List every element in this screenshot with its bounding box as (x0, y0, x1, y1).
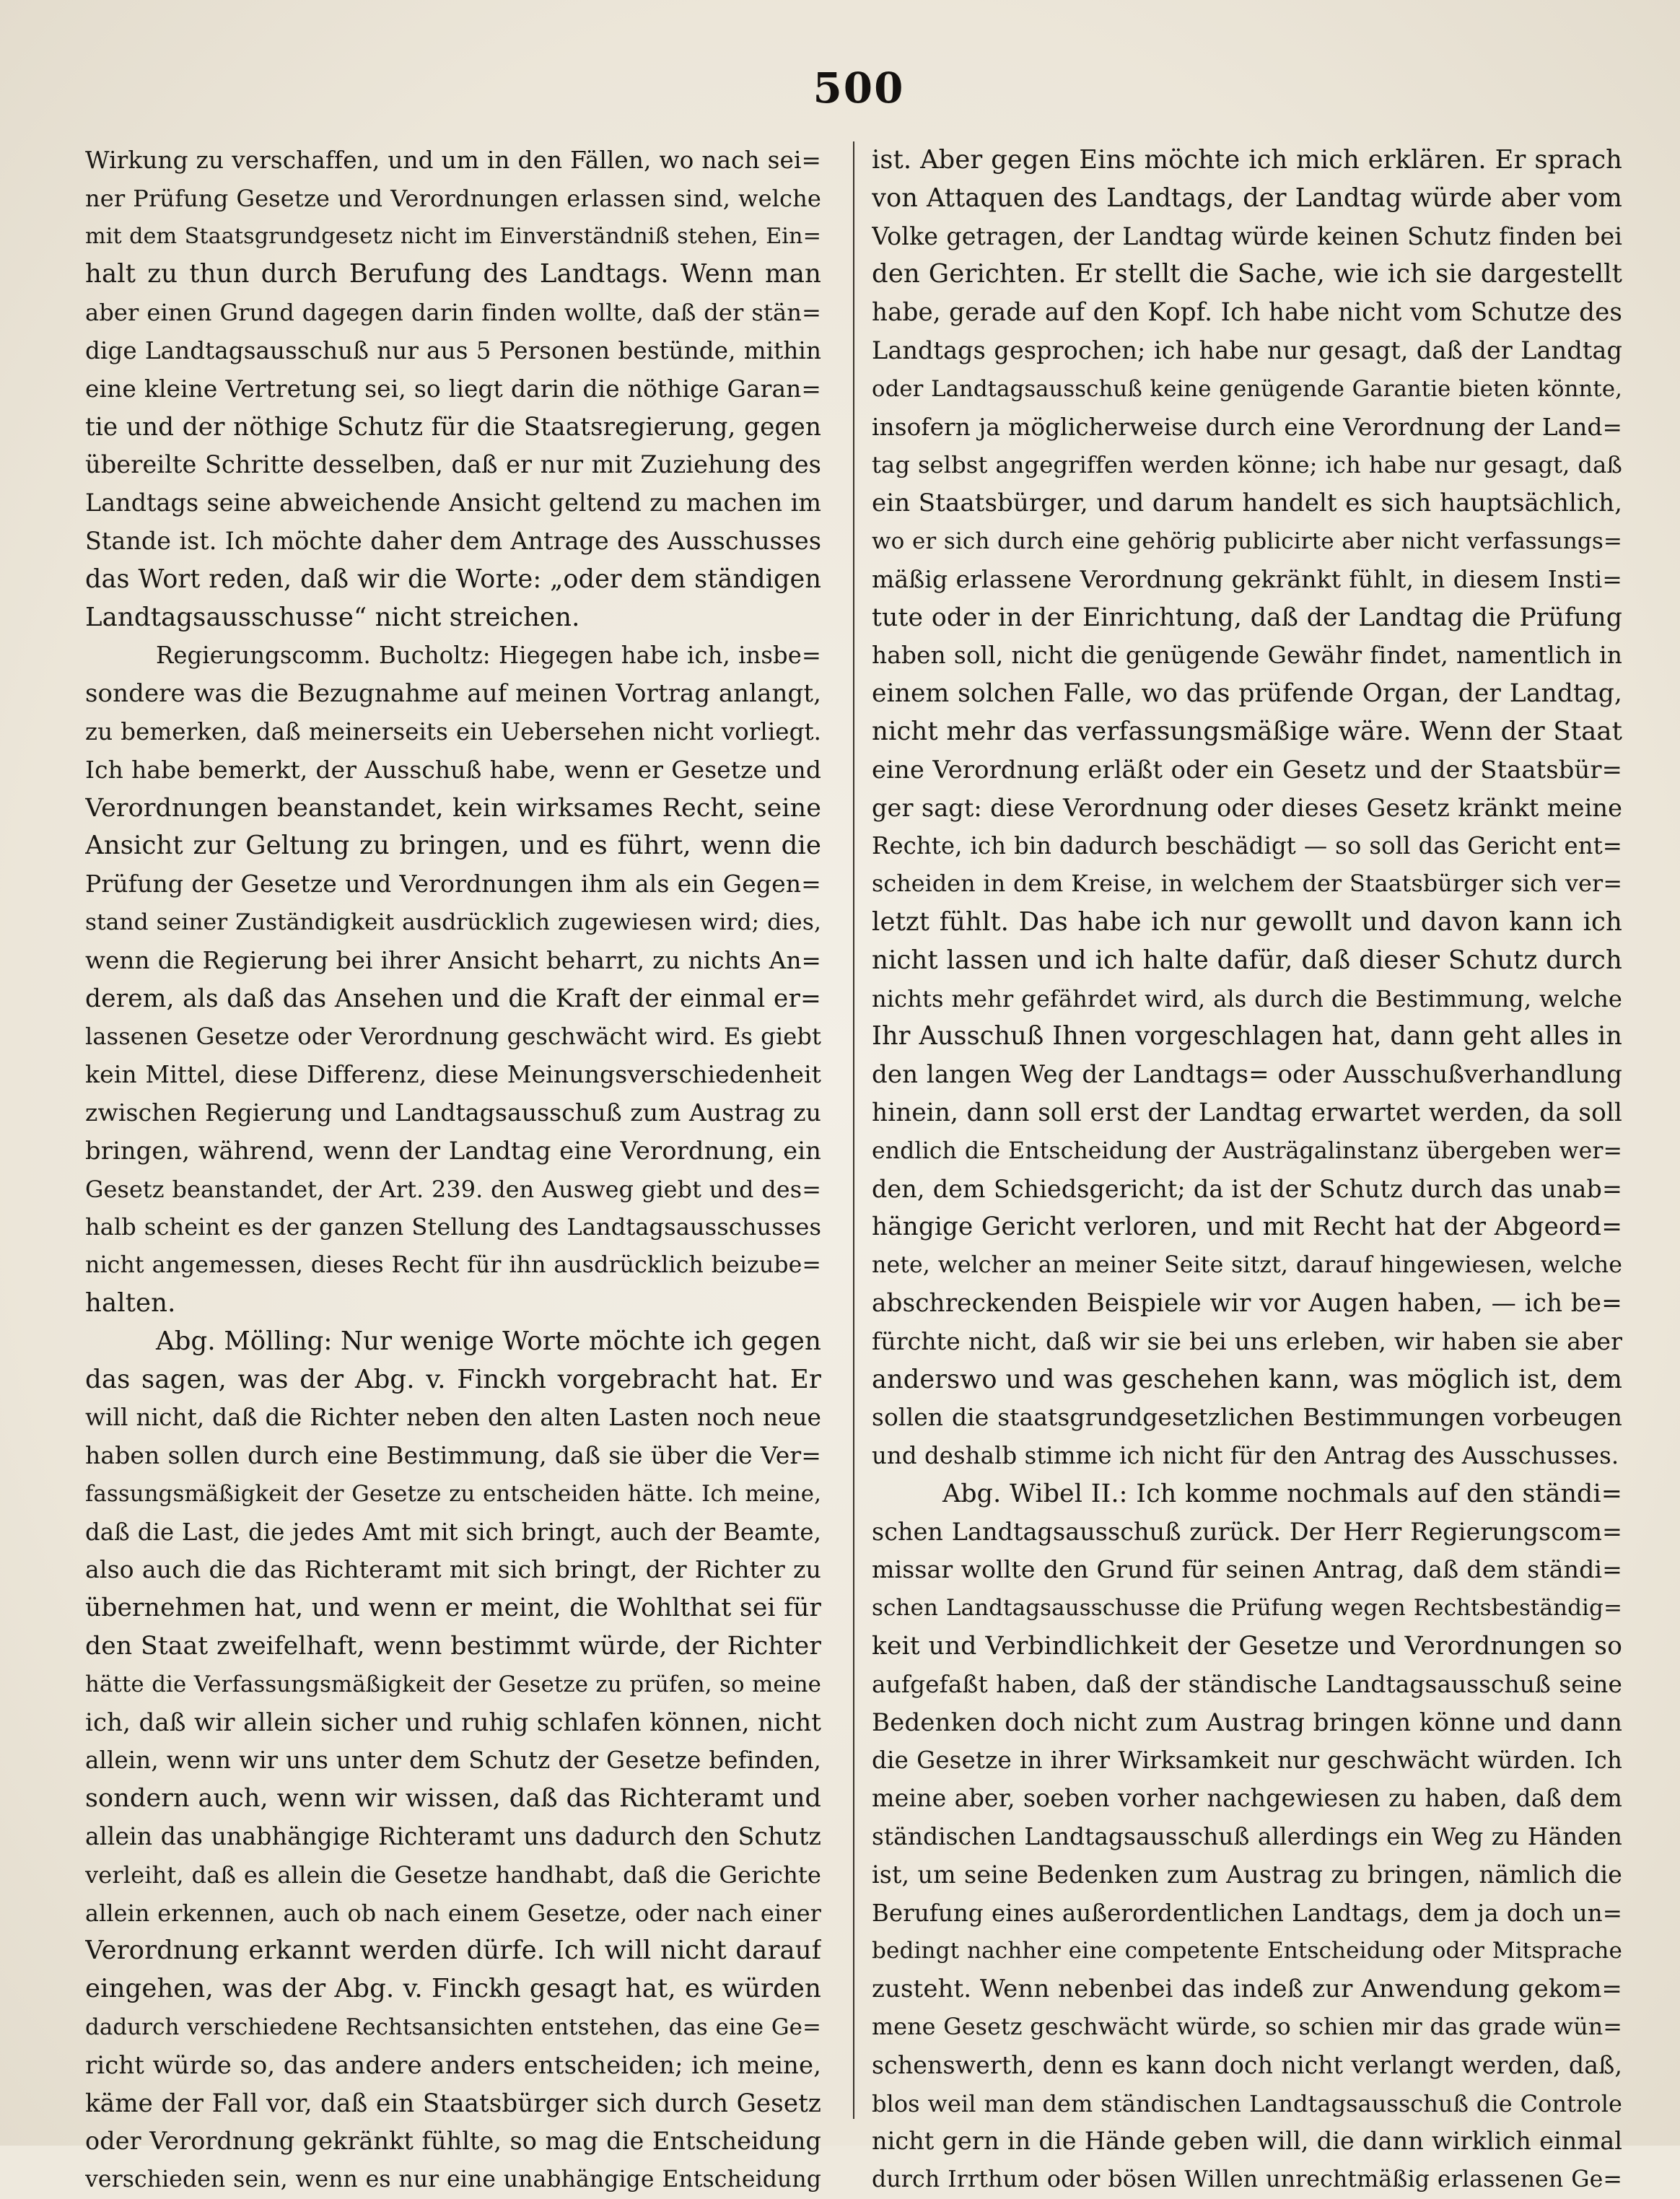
text-line: einem solchen Falle, wo das prüfende Organ, der Landtag, (872, 679, 1622, 709)
text-line: den langen Weg der Landtags= oder Ausschußverhandlung (872, 1060, 1622, 1090)
text-line: meine aber, soeben vorher nachgewiesen zu haben, daß dem (872, 1784, 1622, 1813)
text-line: das Wort reden, daß wir die Worte: „oder dem ständigen (85, 564, 821, 594)
text-line: übernehmen hat, und wenn er meint, die Wohlthat sei für (85, 1593, 821, 1623)
text-line: eine Verordnung erläßt oder ein Gesetz und der Staatsbür= (872, 755, 1622, 784)
text-line: allein erkennen, auch ob nach einem Gesetze, oder nach einer (85, 1899, 821, 1927)
left-text-column (85, 141, 821, 2199)
text-line: durch Irrthum oder bösen Willen unrechtmäßig erlassenen Ge= (872, 2167, 1622, 2193)
text-line: und deshalb stimme ich nicht für den Antrag des Ausschusses. (872, 1442, 1619, 1470)
text-line: käme der Fall vor, daß ein Staatsbürger sich durch Gesetz (85, 2089, 821, 2118)
text-line: lassenen Gesetze oder Verordnung geschwächt wird. Es giebt (85, 1023, 821, 1051)
text-line: schenswerth, denn es kann doch nicht verlangt werden, daß, (872, 2050, 1622, 2079)
text-line: Ihr Ausschuß Ihnen vorgeschlagen hat, dann geht alles in (872, 1021, 1622, 1052)
text-line: übereilte Schritte desselben, daß er nur mit Zuziehung des (85, 450, 821, 479)
text-line: Gesetz beanstandet, der Art. 239. den Ausweg giebt und des= (85, 1175, 821, 1203)
text-line: Verordnungen beanstandet, kein wirksames Recht, seine (85, 793, 821, 823)
text-line: zu bemerken, daß meinerseits ein Uebersehen nicht vorliegt. (85, 717, 821, 746)
text-line: Verordnung erkannt werden dürfe. Ich will nicht darauf (85, 1936, 821, 1966)
text-line: nicht mehr das verfassungsmäßige wäre. Wenn der Staat (872, 716, 1622, 746)
text-line: den Gerichten. Er stellt die Sache, wie ich sie dargestellt (872, 259, 1622, 289)
text-line: hinein, dann soll erst der Landtag erwartet werden, da soll (872, 1098, 1622, 1127)
text-line: Ansicht zur Geltung zu bringen, und es führt, wenn die (85, 831, 821, 861)
text-line: Abg. Wibel II.: Ich komme nochmals auf den ständi= (942, 1479, 1622, 1508)
text-line: eine kleine Vertretung sei, so liegt darin die nöthige Garan= (85, 375, 821, 403)
text-line: aber einen Grund dagegen darin finden wollte, daß der stän= (85, 299, 821, 327)
text-line: Volke getragen, der Landtag würde keinen Schutz finden bei (872, 222, 1622, 250)
text-line: letzt fühlt. Das habe ich nur gewollt und davon kann ich (872, 906, 1622, 937)
text-line: missar wollte den Grund für seinen Antrag, daß dem ständi= (872, 1555, 1622, 1584)
text-line: oder Verordnung gekränkt fühlte, so mag die Entscheidung (85, 2127, 821, 2156)
text-line: ein Staatsbürger, und darum handelt es sich hauptsächlich, (872, 489, 1622, 518)
text-line: sollen die staatsgrundgesetzlichen Bestimmungen vorbeugen (872, 1403, 1622, 1432)
text-line: Landtags gesprochen; ich habe nur gesagt, daß der Landtag (872, 336, 1622, 364)
text-line: hängige Gericht verloren, und mit Recht hat der Abgeord= (872, 1212, 1622, 1242)
text-line: ist. Aber gegen Eins möchte ich mich erklären. Er sprach (872, 145, 1622, 175)
text-line: nicht lassen und ich halte dafür, daß dieser Schutz durch (872, 945, 1622, 975)
text-line: bedingt nachher eine competente Entscheidung oder Mitsprache (872, 1938, 1622, 1964)
text-line: Stande ist. Ich möchte daher dem Antrage des Ausschusses (85, 526, 821, 555)
text-line: halt zu thun durch Berufung des Landtags. Wenn man (85, 259, 821, 289)
text-line: habe, gerade auf den Kopf. Ich habe nicht vom Schutze des (872, 298, 1622, 328)
text-line: halten. (85, 1288, 176, 1318)
text-line: nete, welcher an meiner Seite sitzt, darauf hingewiesen, welche (872, 1252, 1622, 1279)
text-line: hätte die Verfassungsmäßigkeit der Gesetze zu prüfen, so meine (85, 1671, 821, 1697)
text-line: sondern auch, wenn wir wissen, daß das Richteramt und (85, 1784, 821, 1814)
text-line: kein Mittel, diese Differenz, diese Meinungsverschiedenheit (85, 1060, 821, 1089)
text-line: richt würde so, das andere anders entscheiden; ich meine, (85, 2050, 821, 2079)
text-line: aufgefaßt haben, daß der ständische Landtagsausschuß seine (872, 1670, 1622, 1698)
column-divider (853, 141, 854, 2119)
text-line: allein, wenn wir uns unter dem Schutz der Gesetze befinden, (85, 1746, 821, 1775)
text-line: wo er sich durch eine gehörig publicirte aber nicht verfassungs= (872, 528, 1622, 554)
text-line: schen Landtagsausschusse die Prüfung wegen Rechtsbeständig= (872, 1595, 1622, 1622)
text-line: allein das unabhängige Richteramt uns dadurch den Schutz (85, 1822, 821, 1851)
text-line: mene Gesetz geschwächt würde, so schien mir das grade wün= (872, 2014, 1622, 2041)
text-line: nichts mehr gefährdet wird, als durch die Bestimmung, welche (872, 984, 1622, 1013)
text-line: scheiden in dem Kreise, in welchem der Staatsbürger sich ver= (872, 871, 1622, 898)
text-line: dadurch verschiedene Rechtsansichten entstehen, das eine Ge= (85, 2014, 821, 2041)
text-line: daß die Last, die jedes Amt mit sich bringt, auch der Beamte, (85, 1518, 821, 1546)
text-line: will nicht, daß die Richter neben den alten Lasten noch neue (85, 1404, 821, 1432)
text-line: zusteht. Wenn nebenbei das indeß zur Anwendung gekom= (872, 1975, 1622, 2004)
text-line: ner Prüfung Gesetze und Verordnungen erlassen sind, welche (85, 184, 821, 212)
text-line: verleiht, daß es allein die Gesetze handhabt, daß die Gerichte (85, 1861, 821, 1889)
text-line: fürchte nicht, daß wir sie bei uns erleben, wir haben sie aber (872, 1326, 1622, 1355)
text-line: schen Landtagsausschuß zurück. Der Herr Regierungscom= (872, 1517, 1622, 1546)
text-line: ich, daß wir allein sicher und ruhig schlafen können, nicht (85, 1708, 821, 1737)
text-line: sondere was die Bezugnahme auf meinen Vortrag anlangt, (85, 679, 821, 709)
text-line: mäßig erlassene Verordnung gekränkt fühlt, in diesem Insti= (872, 564, 1622, 593)
text-line: Bedenken doch nicht zum Austrag bringen könne und dann (872, 1708, 1622, 1737)
text-line: eingehen, was der Abg. v. Finckh gesagt hat, es würden (85, 1974, 821, 2004)
text-line: ist, um seine Bedenken zum Austrag zu bringen, nämlich die (872, 1860, 1622, 1889)
text-line: oder Landtagsausschuß keine genügende Garantie bieten könnte, (872, 375, 1622, 402)
text-line: ger sagt: diese Verordnung oder dieses Gesetz kränkt meine (872, 793, 1622, 822)
text-line: ständischen Landtagsausschuß allerdings ein Weg zu Händen (872, 1823, 1622, 1851)
text-line: nicht gern in die Hände geben will, die dann wirklich einmal (872, 2127, 1622, 2156)
page-number: 500 (813, 64, 905, 113)
text-line: Regierungscomm. Bucholtz: Hiegegen habe ich, insbe= (156, 642, 821, 670)
text-line: insofern ja möglicherweise durch eine Verordnung der Land= (872, 413, 1622, 441)
text-line: stand seiner Zuständigkeit ausdrücklich zugewiesen wird; dies, (85, 909, 821, 935)
text-line: mit dem Staatsgrundgesetz nicht im Einverständniß stehen, Ein= (85, 223, 821, 249)
text-line: Prüfung der Gesetze und Verordnungen ihm als ein Gegen= (85, 870, 821, 899)
text-line: endlich die Entscheidung der Austrägalinstanz übergeben wer= (872, 1137, 1622, 1164)
text-line: abschreckenden Beispiele wir vor Augen haben, — ich be= (872, 1288, 1622, 1318)
text-line: zwischen Regierung und Landtagsausschuß zum Austrag zu (85, 1098, 821, 1127)
text-line: haben sollen durch eine Bestimmung, daß sie über die Ver= (85, 1441, 821, 1470)
text-line: fassungsmäßigkeit der Gesetze zu entscheiden hätte. Ich meine, (85, 1480, 821, 1507)
text-line: dige Landtagsausschuß nur aus 5 Personen bestünde, mithin (85, 336, 821, 364)
text-line: tute oder in der Einrichtung, daß der Landtag die Prüfung (872, 603, 1622, 632)
text-line: den Staat zweifelhaft, wenn bestimmt würde, der Richter (85, 1632, 821, 1661)
text-line: den, dem Schiedsgericht; da ist der Schutz durch das unab= (872, 1174, 1622, 1203)
text-line: verschieden sein, wenn es nur eine unabhängige Entscheidung (85, 2167, 821, 2193)
text-line: die Gesetze in ihrer Wirksamkeit nur geschwächt würden. Ich (872, 1746, 1622, 1775)
text-line: Abg. Mölling: Nur wenige Worte möchte ich gegen (156, 1326, 821, 1356)
text-line: anderswo und was geschehen kann, was möglich ist, dem (872, 1364, 1622, 1394)
text-line: Landtags seine abweichende Ansicht geltend zu machen im (85, 489, 821, 517)
text-line: tag selbst angegriffen werden könne; ich habe nur gesagt, daß (872, 451, 1622, 479)
text-line: wenn die Regierung bei ihrer Ansicht beharrt, zu nichts An= (85, 946, 821, 974)
text-line: nicht angemessen, dieses Recht für ihn ausdrücklich beizube= (85, 1252, 821, 1279)
text-line: derem, als daß das Ansehen und die Kraft der einmal er= (85, 984, 821, 1013)
text-line: halb scheint es der ganzen Stellung des Landtagsausschusses (85, 1213, 821, 1241)
right-text-column (872, 141, 1622, 2199)
text-line: keit und Verbindlichkeit der Gesetze und Verordnungen so (872, 1632, 1622, 1661)
text-line: Landtagsausschusse“ nicht streichen. (85, 602, 580, 632)
text-line: bringen, während, wenn der Landtag eine Verordnung, ein (85, 1136, 821, 1165)
text-line: haben soll, nicht die genügende Gewähr findet, namentlich in (872, 642, 1622, 670)
text-line: Ich habe bemerkt, der Ausschuß habe, wenn er Gesetze und (85, 755, 821, 784)
text-line: blos weil man dem ständischen Landtagsausschuß die Controle (872, 2089, 1622, 2117)
text-line: Rechte, ich bin dadurch beschädigt — so soll das Gericht ent= (872, 832, 1622, 860)
text-line: Wirkung zu verschaffen, und um in den Fällen, wo nach sei= (85, 147, 821, 174)
text-line: also auch die das Richteramt mit sich bringt, der Richter zu (85, 1555, 821, 1584)
text-line: das sagen, was der Abg. v. Finckh vorgebracht hat. Er (85, 1364, 821, 1394)
text-line: von Attaquen des Landtags, der Landtag würde aber vom (872, 183, 1622, 213)
text-line: tie und der nöthige Schutz für die Staatsregierung, gegen (85, 412, 821, 442)
text-line: Berufung eines außerordentlichen Landtags, dem ja doch un= (872, 1899, 1622, 1927)
